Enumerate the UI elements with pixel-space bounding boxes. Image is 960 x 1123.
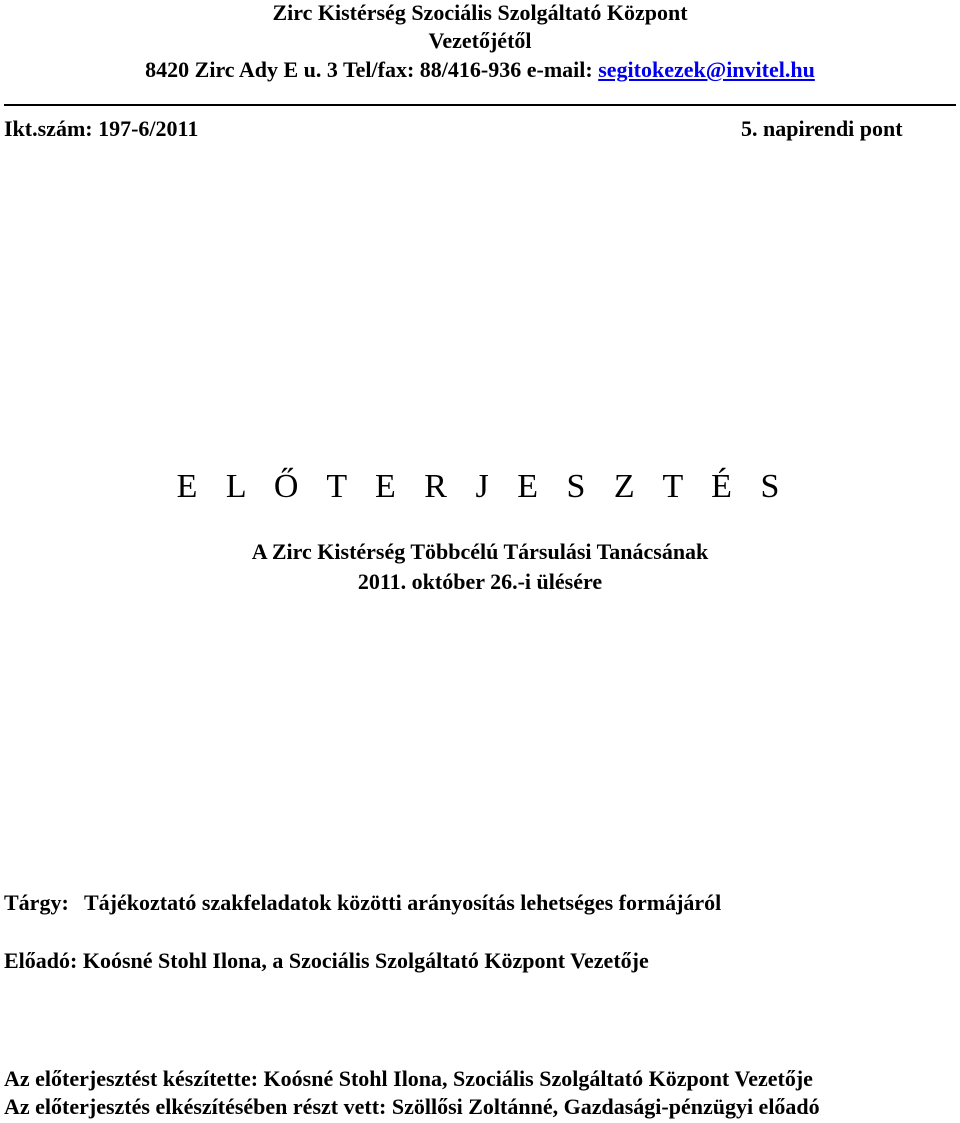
header-divider (4, 104, 956, 106)
header-address-text: 8420 Zirc Ady E u. 3 Tel/fax: 88/416-936 e-mail: (145, 57, 599, 82)
prepared-by-line: Az előterjesztést készítette: Koósné Stohl Ilona, Szociális Szolgáltató Központ Vezetője (4, 1066, 813, 1091)
presenter-line: Előadó: Koósné Stohl Ilona, a Szociális Szolgáltató Központ Vezetője (4, 948, 649, 973)
subject-text: Tájékoztató szakfeladatok közötti arányosítás lehetséges formájáról (84, 890, 722, 915)
header-address (0, 57, 960, 83)
contributor-line: Az előterjesztés elkészítésében részt vett: Szöllősi Zoltánné, Gazdasági-pénzügyi előadó (4, 1094, 820, 1119)
subtitle-council: A Zirc Kistérség Többcélú Társulási Tanácsának (251, 539, 709, 564)
subject-line (4, 890, 721, 916)
header-organization: Zirc Kistérség Szociális Szolgáltató Központ (272, 0, 688, 25)
subject-label: Tárgy: (4, 890, 69, 915)
header-from: Vezetőjétől (428, 28, 532, 53)
email-link[interactable]: segitokezek@invitel.hu (598, 57, 815, 82)
document-title: E L Ő T E R J E S Z T É S (176, 468, 790, 505)
agenda-item: 5. napirendi pont (741, 116, 903, 141)
subtitle-session-date: 2011. október 26.-i ülésére (357, 569, 603, 594)
file-number: Ikt.szám: 197-6/2011 (4, 116, 199, 141)
